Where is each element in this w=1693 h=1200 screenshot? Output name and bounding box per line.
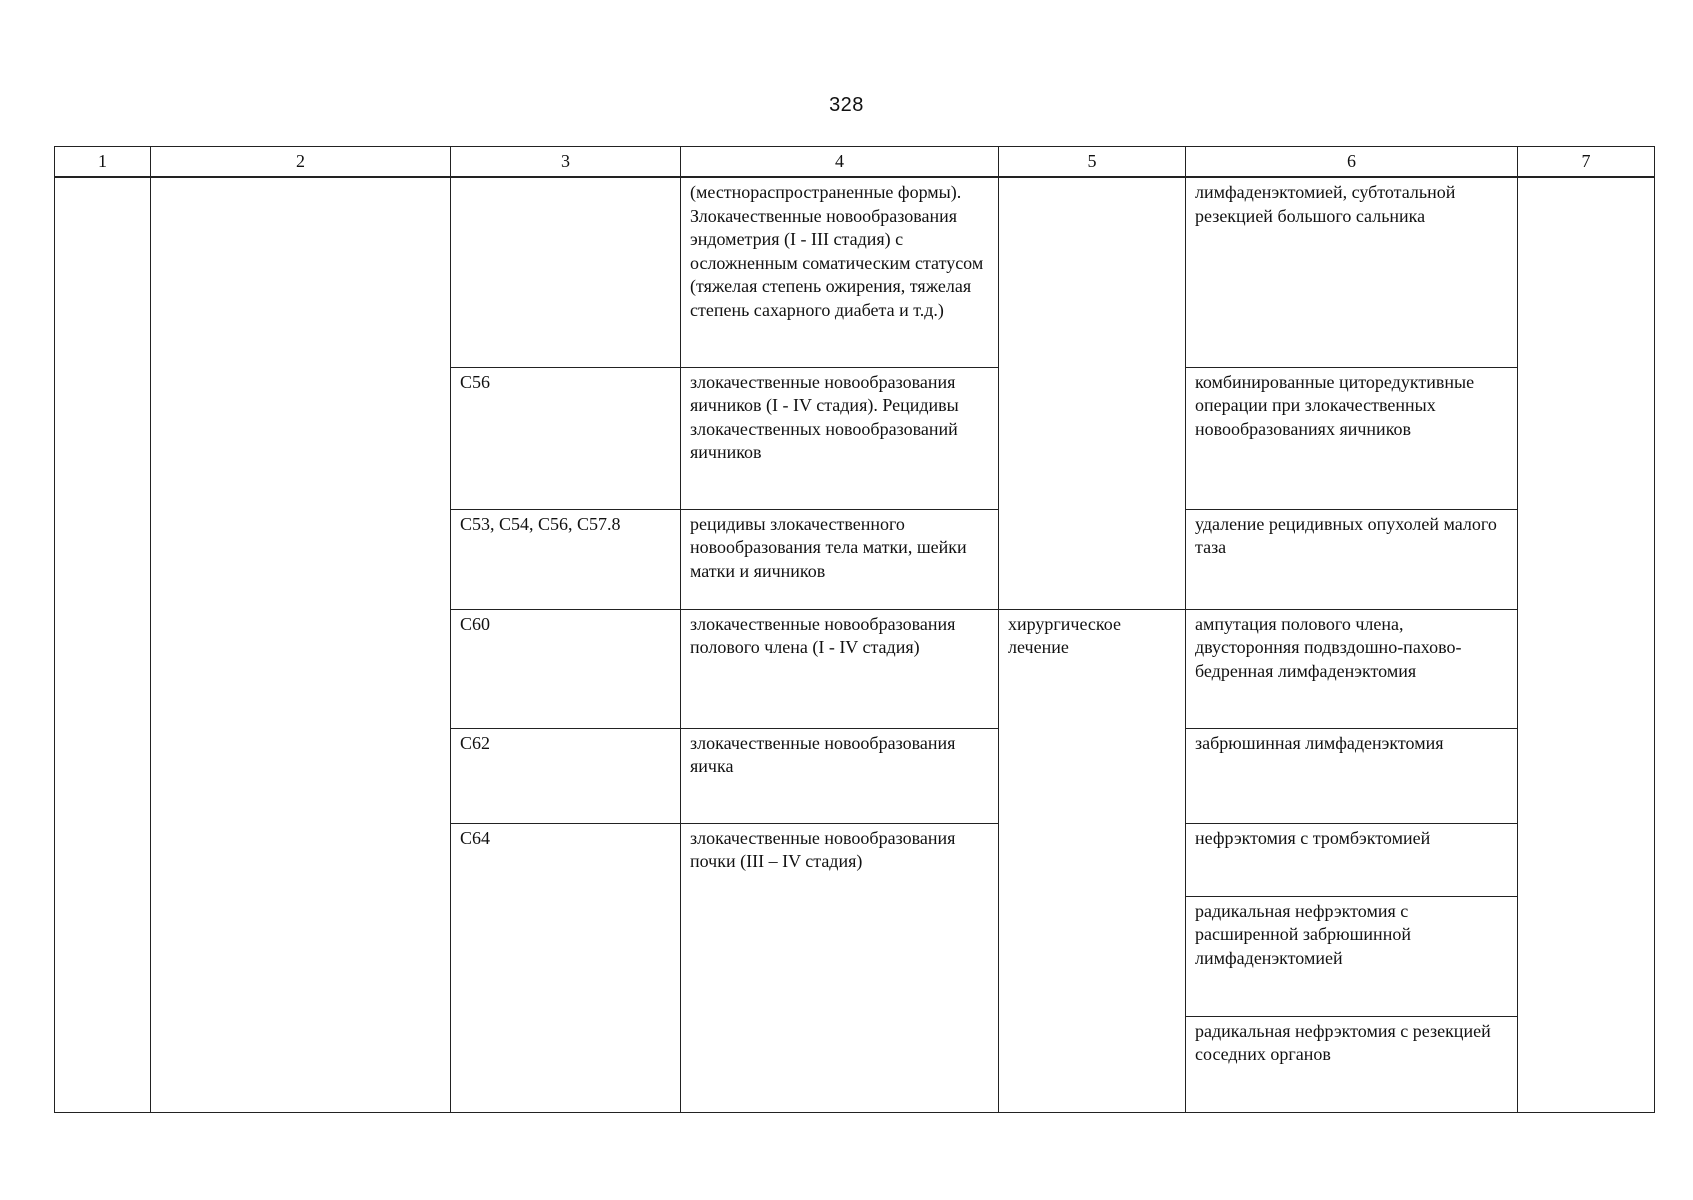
code-cell: C56 <box>451 367 681 509</box>
operation-cell: удаление рецидивных опухолей малого таза <box>1186 509 1518 609</box>
code-cell: C64 <box>451 823 681 1112</box>
column-header-5: 5 <box>999 147 1186 178</box>
method-cell <box>999 177 1186 609</box>
column-header-2: 2 <box>151 147 451 178</box>
column-header-3: 3 <box>451 147 681 178</box>
code-cell: C62 <box>451 728 681 823</box>
description-cell: злокачественные новообразования полового члена (I - IV стадия) <box>681 609 999 728</box>
column-header-4: 4 <box>681 147 999 178</box>
description-cell: (местнораспространенные формы). Злокачественные новообразования эндометрия (I - III стадия) с осложненным соматическим статусом (тяжелая степень ожирения, тяжелая степень сахарного диабета и т.д.) <box>681 177 999 367</box>
column-number-row <box>55 147 1655 178</box>
table-row <box>55 177 1655 367</box>
code-cell: C60 <box>451 609 681 728</box>
operation-cell: нефрэктомия с тромбэктомией <box>1186 823 1518 896</box>
operation-cell: лимфаденэктомией, субтотальной резекцией большого сальника <box>1186 177 1518 367</box>
operation-cell: ампутация полового члена, двусторонняя подвздошно-пахово-бедренная лимфаденэктомия <box>1186 609 1518 728</box>
column-header-1: 1 <box>55 147 151 178</box>
operation-cell: радикальная нефрэктомия с резекцией соседних органов <box>1186 1016 1518 1112</box>
code-cell: C53, C54, C56, C57.8 <box>451 509 681 609</box>
page-number: 328 <box>829 94 864 116</box>
column-header-6: 6 <box>1186 147 1518 178</box>
medical-procedures-table <box>54 146 1655 1113</box>
description-cell: злокачественные новообразования яичка <box>681 728 999 823</box>
operation-cell: забрюшинная лимфаденэктомия <box>1186 728 1518 823</box>
operation-cell: комбинированные циторедуктивные операции при злокачественных новообразованиях яичников <box>1186 367 1518 509</box>
description-cell: рецидивы злокачественного новообразования тела матки, шейки матки и яичников <box>681 509 999 609</box>
description-cell: злокачественные новообразования яичников (I - IV стадия). Рецидивы злокачественных новообразований яичников <box>681 367 999 509</box>
description-cell: злокачественные новообразования почки (III – IV стадия) <box>681 823 999 1112</box>
operation-cell: радикальная нефрэктомия с расширенной забрюшинной лимфаденэктомией <box>1186 896 1518 1016</box>
col7-cell <box>1518 177 1655 1112</box>
column-header-7: 7 <box>1518 147 1655 178</box>
col1-cell <box>55 177 151 1112</box>
code-cell <box>451 177 681 367</box>
method-cell: хирургическое лечение <box>999 609 1186 1112</box>
col2-cell <box>151 177 451 1112</box>
